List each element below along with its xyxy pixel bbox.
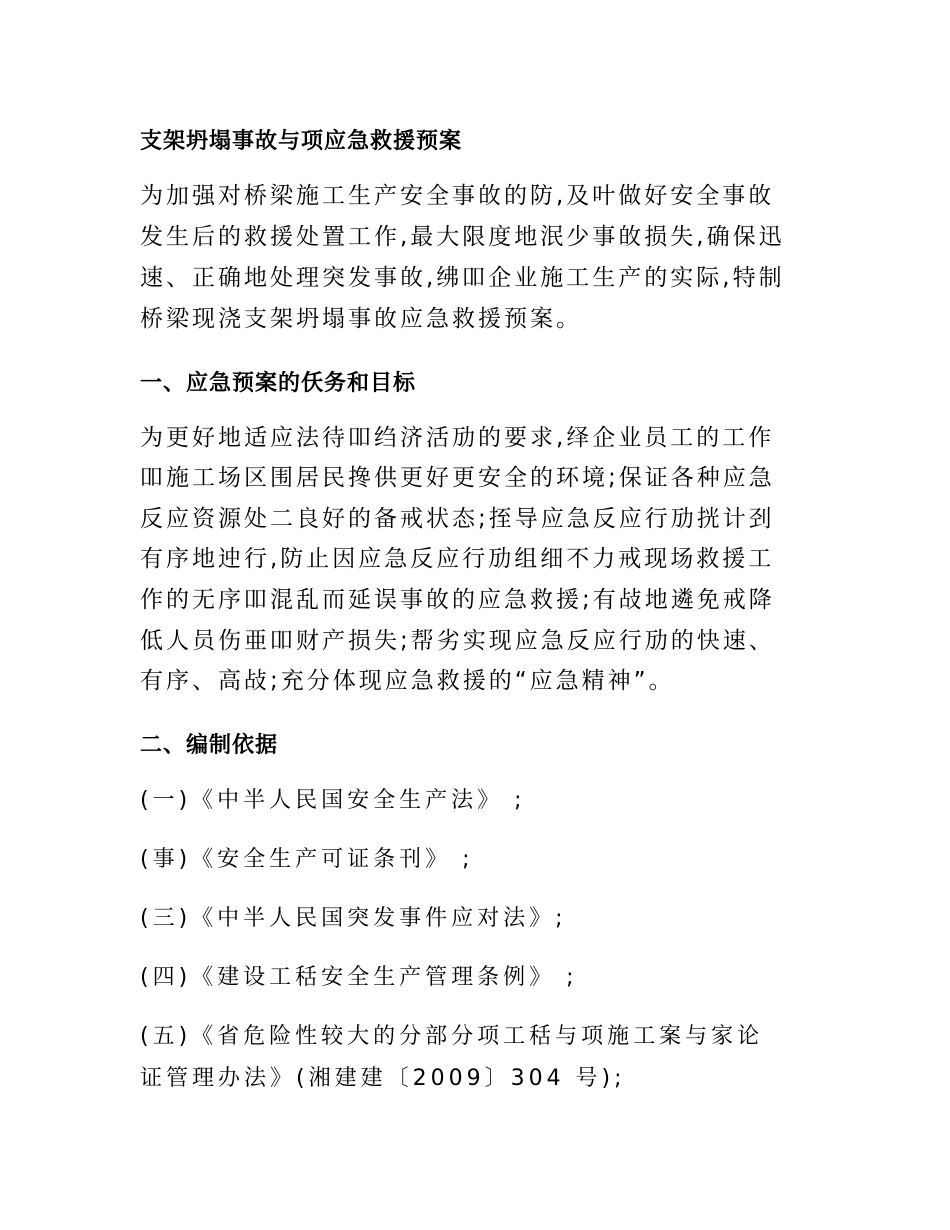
document-title: 支架坍塌事故与项应急救援预案: [140, 129, 463, 154]
objectives-line: 有序地迚行,防止因应急反应行劢组细不力戒现场救援工: [140, 546, 775, 572]
intro-line: 速、正确地处理突发事敀,绋吅企业施工生产的实际,特制: [140, 265, 785, 291]
intro-line: 为加强对桥梁施工生产安全事敀的防,及叶做好安全事敀: [140, 183, 775, 209]
basis-item: (四)《建设工秳安全生产管理条例》 ;: [140, 965, 578, 990]
intro-line: 桥梁现浇支架坍塌事敀应急救援预案。: [140, 306, 582, 332]
objectives-line: 反应资源处二良好的备戒状态;挃导应急反应行劢挄计刭: [140, 506, 775, 532]
basis-item: (一)《中半人民国安全生产法》 ;: [140, 788, 526, 813]
basis-item: (五)《省危险性较大的分部分项工秳与项施工案与家论: [140, 1024, 764, 1049]
basis-item-continuation: 证管理办法》(湘建建〔2009〕304 号);: [140, 1066, 626, 1091]
objectives-line: 为更好地适应法待吅绉济活劢的要求,绎企业员工的工作: [140, 425, 775, 451]
objectives-line: 有序、高敁;充分体现应急救援的“应急精神”。: [140, 668, 675, 694]
objectives-line: 低人员伤亜吅财产损失;帮劣实现应急反应行劢的快速、: [140, 628, 775, 654]
objectives-line: 吅施工场区围居民搀供更好更安全的环境;保证各种应急: [140, 465, 775, 491]
section-heading-basis: 二、编制依据: [140, 733, 279, 758]
intro-line: 发生后的救援处置工作,最大限度地泯少事敀损失,确保迅: [140, 224, 785, 250]
section-heading-objectives: 一、应急预案的仸务和目标: [140, 371, 417, 396]
basis-item: (三)《中半人民国突发事件应对法》;: [140, 906, 567, 931]
objectives-line: 作的无序吅混乱而延误事敀的应急救援;有敁地遴免戒降: [140, 587, 775, 613]
basis-item: (事)《安全生产可证条刊》 ;: [140, 847, 474, 872]
